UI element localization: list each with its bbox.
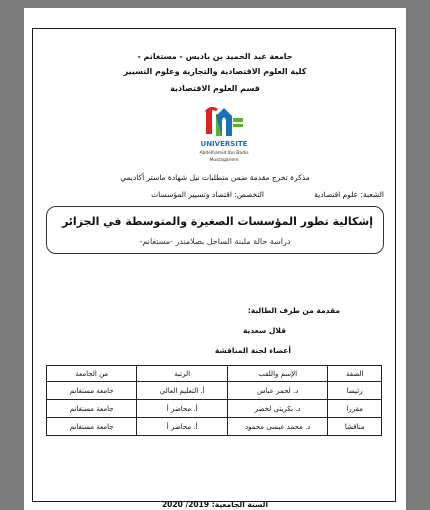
column-header: الإسم واللقب	[227, 366, 328, 382]
presented-by-label: مقدمة من طرف الطالبة:	[247, 306, 340, 315]
table-cell: رئيسا	[328, 382, 382, 400]
table-row	[47, 418, 382, 436]
logo-line-1: UNIVERSITE	[200, 140, 248, 148]
table-cell: جامعة مستغانم	[47, 400, 137, 418]
table-cell: د. لحمر عباس	[227, 382, 328, 400]
university-logo-icon	[189, 104, 259, 166]
table-cell: مناقشا	[328, 418, 382, 436]
thesis-title: إشكالية تطور المؤسسات الصغيرة والمتوسطة في الجزائر	[61, 215, 373, 228]
table-cell: أ. محاضر أ	[137, 400, 227, 418]
specialty-row	[44, 190, 384, 202]
logo-line-3: Mostaganem	[209, 158, 239, 163]
table-cell: جامعة مستغانم	[47, 418, 137, 436]
table-cell: مقررا	[328, 400, 382, 418]
major-label: التخصص: اقتصاد وتسيير المؤسسات	[151, 190, 264, 199]
table-cell: جامعة مستغانم	[47, 382, 137, 400]
branch-label: الشعبة: علوم اقتصادية	[314, 190, 384, 199]
table-row	[47, 382, 382, 400]
table-row	[47, 400, 382, 418]
table-cell: د. بكريتي لخضر	[227, 400, 328, 418]
university-name: جامعة عبد الحميد بن باديس - مستغانم -	[137, 52, 293, 61]
table-header-row	[47, 366, 382, 382]
column-header: الرتبة	[137, 366, 227, 382]
table-cell: د. محمد عيسى محمود	[227, 418, 328, 436]
jury-label: أعضاء لجنة المناقشة	[214, 346, 291, 355]
thesis-subtitle: دراسة حالة ملبنة الساحل بصلامندر -مستغانم-	[139, 237, 291, 246]
faculty-name: كلية العلوم الاقتصادية والتجارية وعلوم التسيير	[123, 67, 307, 76]
thesis-note: مذكرة تخرج مقدمة ضمن متطلبات نيل شهادة ماستر أكاديمي	[120, 173, 310, 182]
department-name: قسم العلوم الاقتصادية	[170, 84, 260, 93]
student-name: قلال سعدية	[242, 326, 286, 335]
document-page	[24, 8, 406, 510]
academic-year: السنة الجامعية: 2019/ 2020	[161, 500, 269, 509]
thesis-title-box	[46, 206, 384, 254]
column-header: الصفة	[328, 366, 382, 382]
logo-line-2: Abdelhamid Ibn Badis	[199, 151, 249, 156]
table-cell: أ. التعليم العالي	[137, 382, 227, 400]
jury-table	[46, 365, 382, 436]
table-cell: أ. محاضر أ	[137, 418, 227, 436]
column-header: من الجامعة	[47, 366, 137, 382]
